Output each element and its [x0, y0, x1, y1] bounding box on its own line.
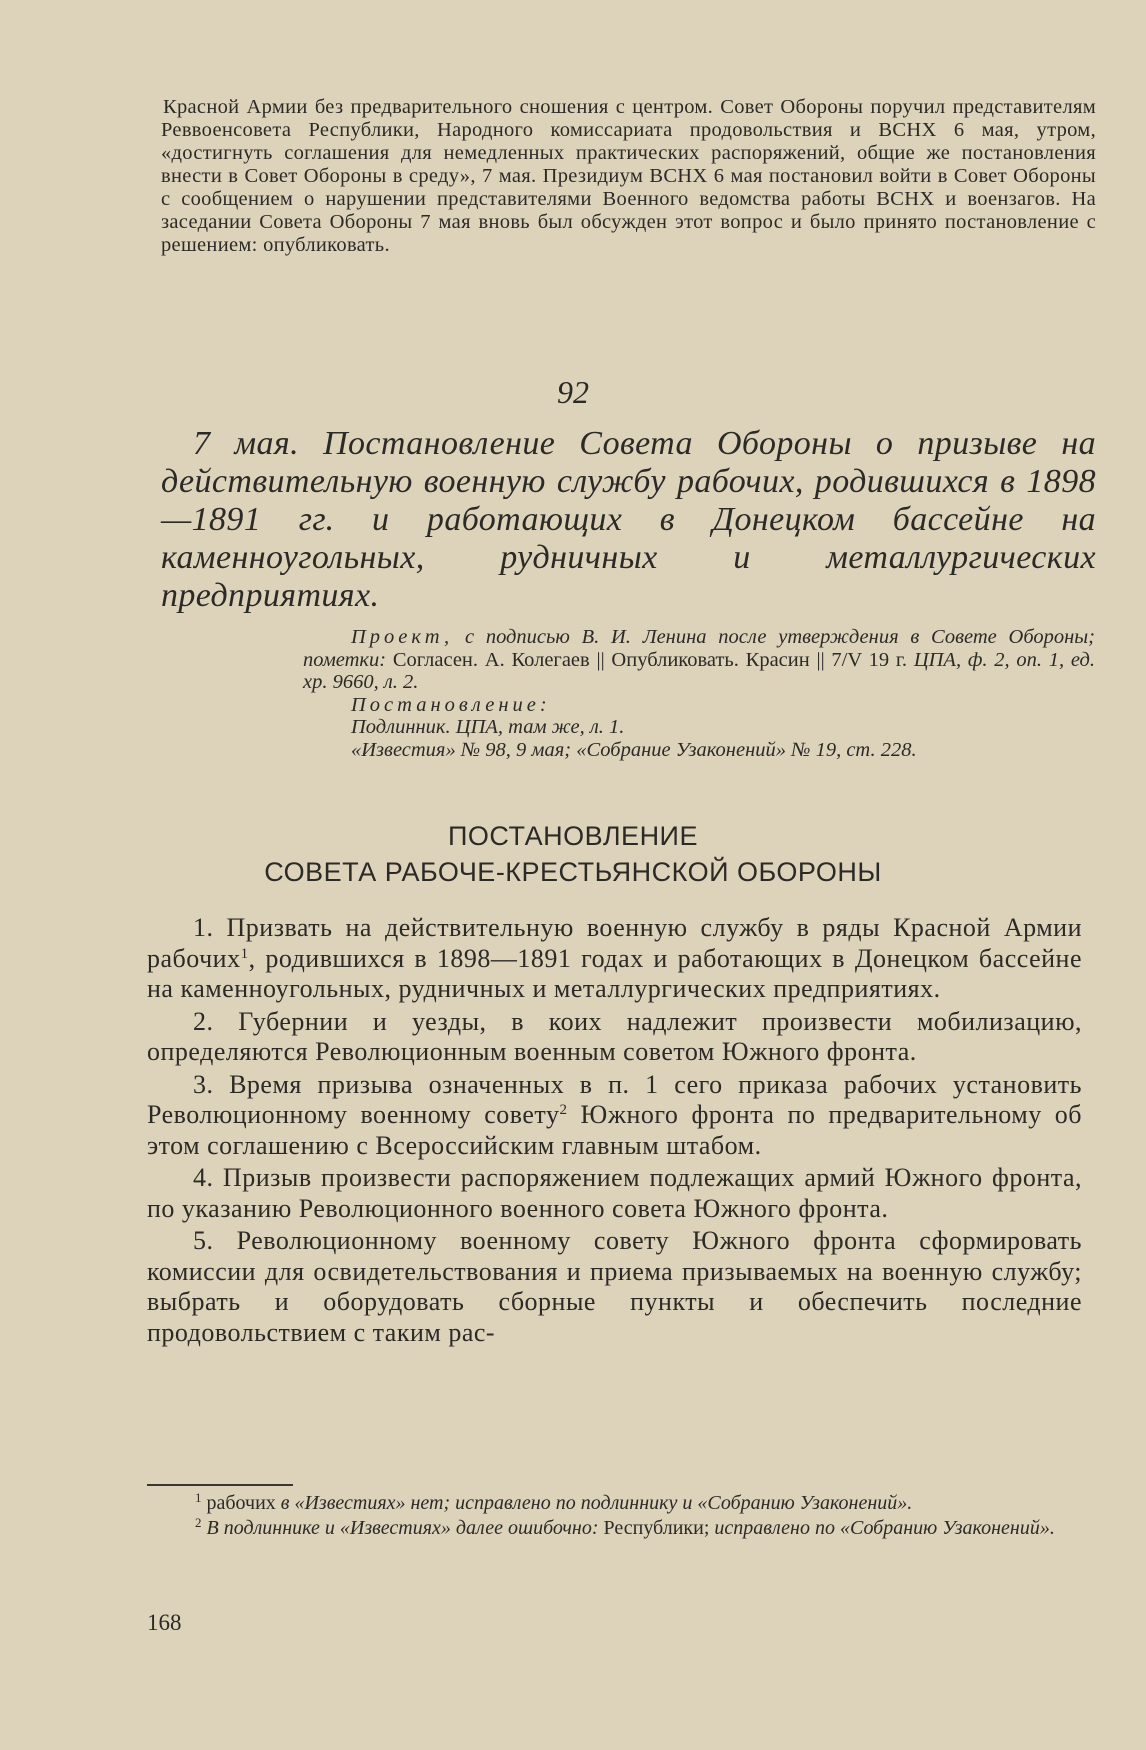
project-archive: ЦПА, ф. 2, оп. 1, ед. хр. 9660, л. 2. — [303, 648, 1095, 693]
project-marks: Согласен. А. Колегаев || Опубликовать. Красин || 7/V 19 г. — [392, 648, 914, 671]
continuation-paragraph: Красной Армии без предварительного сношения с центром. Совет Обороны поручил представителям Реввоенсовета Республики, Народного комиссариата продовольствия и ВСНХ 6 мая, утром, «достигнуть соглашения для немедленных практических распоряжений, общие же постановления внести в Совет Обороны в среду», 7 мая. Президиум ВСНХ 6 мая постановил войти в Совет Обороны с сообщением о нарушении представителями Военного ведомства работы ВСНХ и воензагов. На заседании Совета Обороны 7 мая вновь был обсужден этот вопрос и было принято постановление с решением: опубликовать. — [161, 96, 1096, 256]
document-number: 92 — [557, 374, 589, 410]
footnote-2: $^2$ В подлиннике и «Известиях» далее ошибочно: Республики; исправлено по «Собранию Узаконений». — [195, 1515, 1055, 1539]
decree-items — [147, 913, 1082, 1350]
source-publications: «Известия» № 98, 9 мая; «Собрание Узаконений» № 19, ст. 228. — [351, 738, 917, 761]
document-title: 7 мая. Постановление Совета Обороны о призыве на действительную военную службу рабочих, родившихся в 1898—1891 гг. и работающих в Донецком бассейне на каменноугольных, рудничных и металлургических предприятиях. — [161, 425, 1096, 614]
decree-heading-line2: СОВЕТА РАБОЧЕ-КРЕСТЬЯНСКОЙ ОБОРОНЫ — [264, 857, 882, 887]
decree-label: Постановление: — [351, 693, 551, 716]
decree-item-5: 5. Революционному военному совету Южного фронта сформировать комиссии для освидетельствования и приема призываемых на военную службу; выбрать и оборудовать сборные пункты и обеспечить последние продовольствием с таким рас- — [147, 1226, 1082, 1347]
page-number: 168 — [147, 1610, 182, 1635]
decree-heading — [0, 818, 1146, 890]
footnote-divider — [147, 1484, 293, 1486]
project-label: Проект, — [351, 626, 454, 648]
decree-item-1: 1. Призвать на действительную военную службу в ряды Красной Армии рабочих$^1$, родившихся в 1898—1891 годах и работающих в Донецком бассейне на каменноугольных, рудничных и металлургических предприятиях. — [147, 913, 1082, 1003]
decree-heading-line1: ПОСТАНОВЛЕНИЕ — [448, 821, 698, 851]
source-original: Подлинник. ЦПА, там же, л. 1. — [351, 716, 625, 738]
decree-item-2: 2. Губернии и уезды, в коих надлежит произвести мобилизацию, определяются Революционным военным советом Южного фронта. — [147, 1006, 1082, 1066]
source-project — [303, 626, 1095, 694]
project-text: с подписью В. И. Ленина после утверждения в Совете Обороны; пометки: — [303, 626, 1095, 671]
footnote-ref-2: 2 — [559, 1102, 568, 1118]
footnotes — [147, 1492, 1082, 1542]
decree-item-4: 4. Призыв произвести распоряжением подлежащих армий Южного фронта, по указанию Революционного военного совета Южного фронта. — [147, 1163, 1082, 1223]
footnote-ref-1: 1 — [240, 945, 249, 962]
decree-item-3: 3. Время призыва означенных в п. 1 сего приказа рабочих установить Революционному военному совету$^2$ Южного фронта по предварительному об этом соглашению с Всероссийским главным штабом. — [147, 1069, 1082, 1160]
footnote-1: $^1$ рабочих в «Известиях» нет; исправлено по подлиннику и «Собранию Узаконений». — [195, 1490, 913, 1514]
source-notes — [303, 626, 1095, 761]
